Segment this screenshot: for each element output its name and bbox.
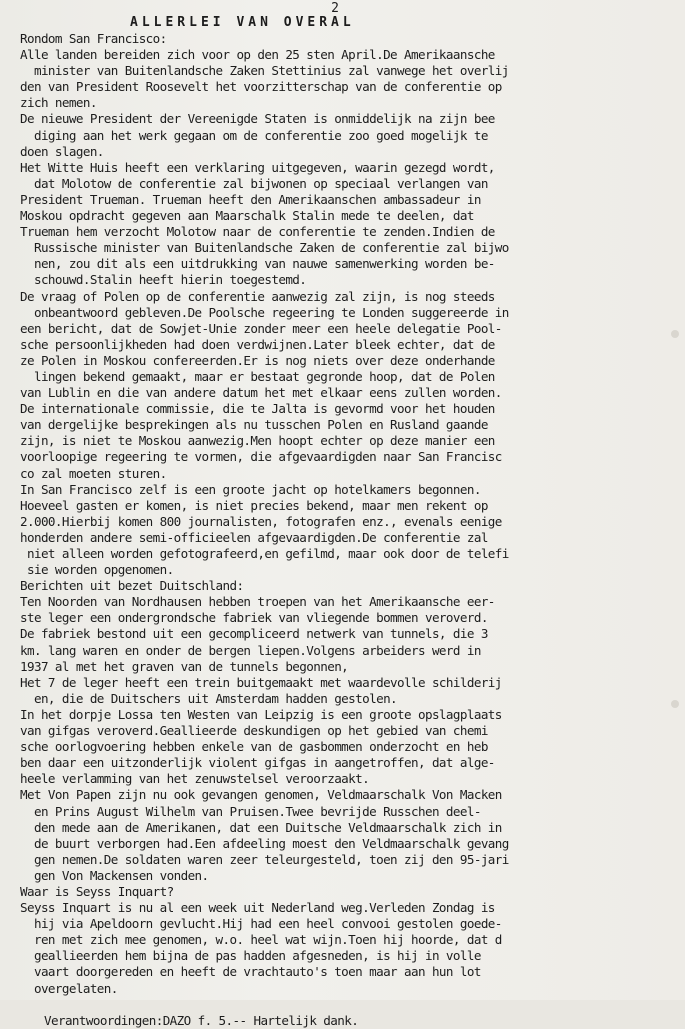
text-line: Met Von Papen zijn nu ook gevangen genomen, Veldmaarschalk Von Macken [20,787,502,803]
text-line: sie worden opgenomen. [20,562,174,578]
text-line: niet alleen worden gefotografeerd,en gefilmd, maar ook door de telefi [20,546,509,561]
text-line: doen slagen. [20,143,104,159]
text-line: en, die de Duitschers uit Amsterdam hadden gestolen. [20,690,398,706]
text-line: ste leger een ondergrondsche fabriek van vliegende bommen veroverd. [20,610,488,626]
text-line: gen Von Mackensen vonden. [20,867,209,883]
text-line: De internationale commissie, die te Jalta is gevormd voor het houden [20,401,495,417]
page-number: 2 [331,1,339,16]
text-line: van Lublin en die van andere datum het met elkaar eens zullen worden. [20,385,502,401]
text-line: Moskou opdracht gegeven aan Maarschalk Stalin mede te deelen, dat [20,208,474,224]
text-line: vaart doorgereden en heeft de vrachtauto's toen maar aan hun lot [20,964,481,980]
text-line: Hoeveel gasten er komen, is niet precies bekend, maar men rekent op [20,497,488,513]
paper-mark [671,330,679,338]
text-line: 1937 al met het graven van de tunnels begonnen, [20,658,349,674]
text-line: heele verlamming van het zenuwstelsel veroorzaakt. [20,771,370,787]
footer-acknowledgement: Verantwoordingen:DAZO f. 5.-- Hartelijk dank. [44,1012,359,1028]
text-line: Alle landen bereiden zich voor op den 25 sten April.De Amerikaansche [20,47,495,63]
text-line: gen nemen.De soldaten waren zeer teleurgesteld, toen zij den 95-jari [20,851,509,867]
text-line: een bericht, dat de Sowjet-Unie zonder meer een heele delegatie Pool- [20,320,502,336]
text-line: hij via Apeldoorn gevlucht.Hij had een heel convooi gestolen goede- [20,916,502,932]
text-line: diging aan het werk gegaan om de conferentie zoo goed mogelijk te [20,127,488,143]
text-line: lingen bekend gemaakt, maar er bestaat gegronde hoop, dat de Polen [20,368,495,384]
text-line: 2.000.Hierbij komen 800 journalisten, fotografen enz., evenals eenige [20,513,502,529]
text-line: Ten Noorden van Nordhausen hebben troepen van het Amerikaansche eer- [20,594,495,610]
text-line: ben daar een uitzonderlijk violent gifgas in aangetroffen, dat alge- [20,755,495,771]
text-line: dat Molotow de conferentie zal bijwonen op speciaal verlangen van [20,175,488,191]
text-line: Rondom San Francisco: [20,31,167,46]
text-line: zich nemen. [20,95,97,111]
text-line: den van President Roosevelt het voorzitterschap van de conferentie op [20,79,502,95]
text-line: Waar is Seyss Inquart? [20,883,174,899]
text-line: De vraag of Polen op de conferentie aanwezig zal zijn, is nog steeds [20,288,495,304]
text-line: en Prins August Wilhelm van Pruisen.Twee bevrijde Russchen deel- [20,803,481,819]
text-line: den mede aan de Amerikanen, dat een Duitsche Veldmaarschalk zich in [20,819,502,835]
text-line: nen, zou dit als een uitdrukking van nauwe samenwerking worden be- [20,256,495,272]
text-line: ze Polen in Moskou confereerden.Er is nog niets over deze onderhande [20,352,495,368]
text-line: voorloopige regeering te vormen, die afgevaardigden naar San Francisc [20,449,502,465]
text-line: geallieerden hem bijna de pas hadden afgesneden, is hij in volle [20,948,481,964]
text-line: ren met zich mee genomen, w.o. heel wat wijn.Toen hij hoorde, dat d [20,932,502,948]
text-line: In San Francisco zelf is een groote jacht op hotelkamers begonnen. [20,481,481,497]
text-line: km. lang waren en onder de bergen liepen.Volgens arbeiders werd in [20,642,481,658]
typed-text-block [20,0,670,1029]
paper-mark [671,700,679,708]
text-line: zijn, is niet te Moskou aanwezig.Men hoopt echter op deze manier een [20,433,495,449]
text-line: Berichten uit bezet Duitschland: [20,578,244,594]
text-line: overgelaten. [20,980,118,996]
text-line: President Trueman. Trueman heeft den Amerikaanschen ambassadeur in [20,191,481,207]
text-line: De fabriek bestond uit een gecompliceerd netwerk van tunnels, die 3 [20,626,488,642]
text-line: sche oorlogvoering hebben enkele van de gasbommen onderzocht en heb [20,739,488,755]
text-line: Seyss Inquart is nu al een week uit Nederland weg.Verleden Zondag is [20,900,495,916]
text-line: schouwd.Stalin heeft hierin toegestemd. [20,272,307,288]
text-line: onbeantwoord gebleven.De Poolsche regeering te Londen suggereerde in [20,304,509,320]
text-line: co zal moeten sturen. [20,465,167,481]
text-line: van gifgas veroverd.Geallieerde deskundigen op het gebied van chemi [20,723,488,739]
text-line: In het dorpje Lossa ten Westen van Leipzig is een groote opslagplaats [20,706,502,722]
text-line: Trueman hem verzocht Molotow naar de conferentie te zenden.Indien de [20,224,495,240]
text-line: minister van Buitenlandsche Zaken Stettinius zal vanwege het overlij [20,63,509,79]
text-line: de buurt verborgen had.Een afdeeling moest den Veldmaarschalk gevang [20,835,509,851]
text-line: De nieuwe President der Vereenigde Staten is onmiddelijk na zijn bee [20,111,495,127]
text-line: Russische minister van Buitenlandsche Zaken de conferentie zal bijwo [20,240,509,256]
text-line: honderden andere semi-officieelen afgevaardigden.De conferentie zal [20,529,488,545]
body-text [20,31,670,997]
text-line: Het Witte Huis heeft een verklaring uitgegeven, waarin gezegd wordt, [20,159,495,175]
page-title: ALLERLEI VAN OVERAL [130,15,355,30]
text-line: sche persoonlijkheden had doen verdwijnen.Later bleek echter, dat de [20,336,495,352]
text-line: van dergelijke besprekingen als nu tusschen Polen en Rusland gaande [20,417,488,433]
text-line: Het 7 de leger heeft een trein buitgemaakt met waardevolle schilderij [20,674,502,690]
